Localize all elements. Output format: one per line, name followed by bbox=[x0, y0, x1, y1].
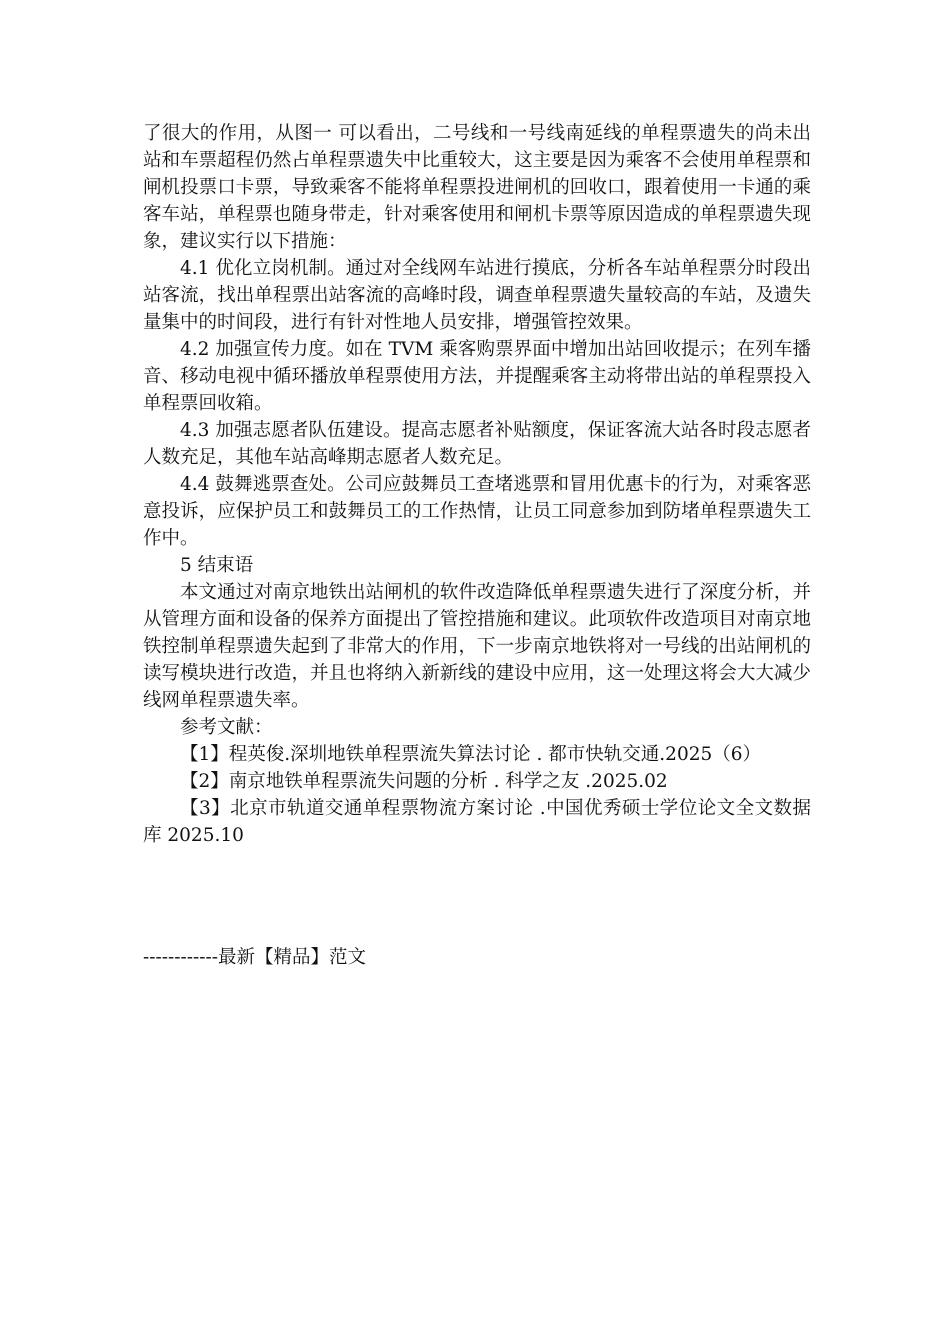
section-heading-conclusion: 5 结束语 bbox=[180, 555, 254, 576]
paragraph-measure-4-4: 4.4 鼓舞逃票查处。公司应鼓舞员工查堵逃票和冒用优惠卡的行为，对乘客恶意投诉，应保护员工和鼓舞员工的工作热情，让员工同意参加到防堵单程票遗失工作中。 bbox=[143, 474, 811, 549]
references-heading: 参考文献： bbox=[180, 717, 273, 738]
paragraph-measure-4-2: 4.2 加强宣传力度。如在 TVM 乘客购票界面中增加出站回收提示；在列车播音、移动电视中循环播放单程票使用方法，并提醒乘客主动将带出站的单程票投入单程票回收箱。 bbox=[143, 339, 811, 414]
paragraph-intro-continuation: 了很大的作用，从图一 可以看出，二号线和一号线南延线的单程票遗失的尚未出站和车票超程仍然占单程票遗失中比重较大，这主要是因为乘客不会使用单程票和闸机投票口卡票，导致乘客不能将单程票投进闸机的回收口，跟着使用一卡通的乘客车站，单程票也随身带走，针对乘客使用和闸机卡票等原因造成的单程票遗失现象，建议实行以下措施： bbox=[143, 123, 811, 252]
reference-item-3: 【3】北京市轨道交通单程票物流方案讨论 .中国优秀硕士学位论文全文数据库 2025.10 bbox=[143, 798, 811, 846]
page-footer: ------------最新【精品】范文 bbox=[143, 947, 367, 968]
reference-item-2: 【2】南京地铁单程票流失问题的分析 . 科学之友 .2025.02 bbox=[180, 771, 668, 792]
paragraph-measure-4-1: 4.1 优化立岗机制。通过对全线网车站进行摸底，分析各车站单程票分时段出站客流，找出单程票出站客流的高峰时段，调查单程票遗失量较高的车站，及遗失量集中的时间段，进行有针对性地人员安排，增强管控效果。 bbox=[143, 258, 811, 333]
document-body bbox=[143, 120, 811, 849]
paragraph-conclusion: 本文通过对南京地铁出站闸机的软件改造降低单程票遗失进行了深度分析，并从管理方面和设备的保养方面提出了管控措施和建议。此项软件改造项目对南京地铁控制单程票遗失起到了非常大的作用，下一步南京地铁将对一号线的出站闸机的读写模块进行改造，并且也将纳入新新线的建设中应用，这一处理这将会大大减少线网单程票遗失率。 bbox=[143, 582, 811, 711]
reference-item-1: 【1】程英俊.深圳地铁单程票流失算法讨论 . 都市快轨交通.2025（6） bbox=[180, 744, 762, 765]
paragraph-measure-4-3: 4.3 加强志愿者队伍建设。提高志愿者补贴额度，保证客流大站各时段志愿者人数充足，其他车站高峰期志愿者人数充足。 bbox=[143, 420, 811, 468]
